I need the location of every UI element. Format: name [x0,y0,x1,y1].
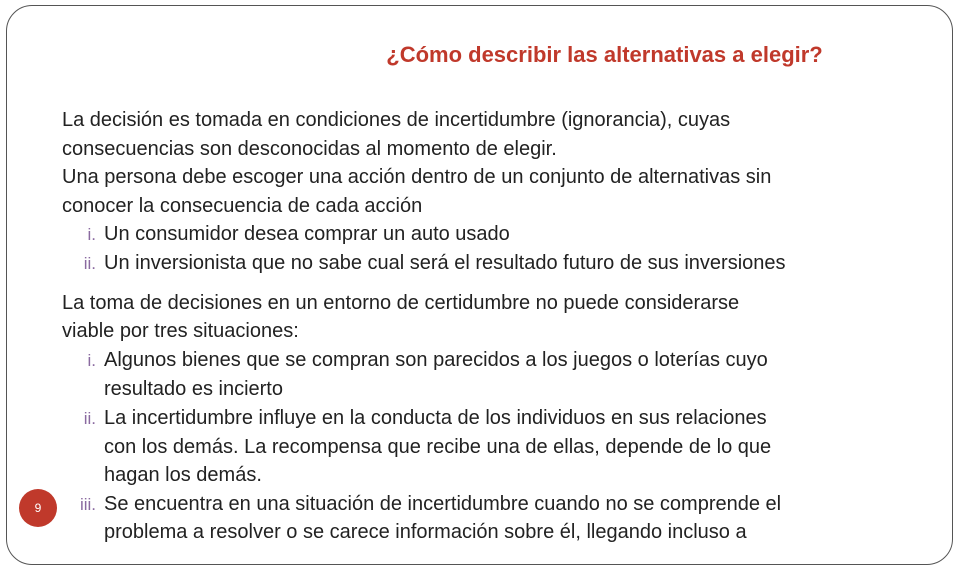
page-number: 9 [34,501,42,515]
bullet-1-line-1: La decisión es tomada en condiciones de incertidumbre (ignorancia), cuyas [62,109,731,131]
subitem-number: iii. [79,495,96,514]
subitem-number: i. [87,225,96,244]
bullet-1-line-2: consecuencias son desconocidas al momento de elegir. [62,138,557,160]
subitem-text: resultado es incierto [104,378,283,400]
subitem-text: hagan los demás. [104,464,262,486]
subitem-text: La incertidumbre influye en la conducta de los individuos en sus relaciones [104,407,767,429]
subitem-text: Un inversionista que no sabe cual será el resultado futuro de sus inversiones [104,252,786,274]
bullet-3-line-1: La toma de decisiones en un entorno de certidumbre no puede considerarse [62,292,740,314]
subitem-text: Un consumidor desea comprar un auto usado [104,223,510,245]
bullet-2-line-2: conocer la consecuencia de cada acción [62,195,423,217]
subitem-text: problema a resolver o se carece información sobre él, llegando incluso a [104,521,747,543]
page-number-badge [19,489,57,527]
subitem-text: Algunos bienes que se compran son parecidos a los juegos o loterías cuyo [104,349,768,371]
subitem-text: Se encuentra en una situación de incertidumbre cuando no se comprende el [104,493,782,515]
subitem-number: ii. [83,254,96,273]
bullet-3-line-2: viable por tres situaciones: [62,320,299,342]
subitem-number: ii. [83,409,96,428]
slide-title: ¿Cómo describir las alternativas a elegir? [386,42,823,67]
bullet-2-line-1: Una persona debe escoger una acción dentro de un conjunto de alternativas sin [62,166,772,188]
subitem-text: con los demás. La recompensa que recibe una de ellas, depende de lo que [104,436,772,458]
subitem-number: i. [87,351,96,370]
